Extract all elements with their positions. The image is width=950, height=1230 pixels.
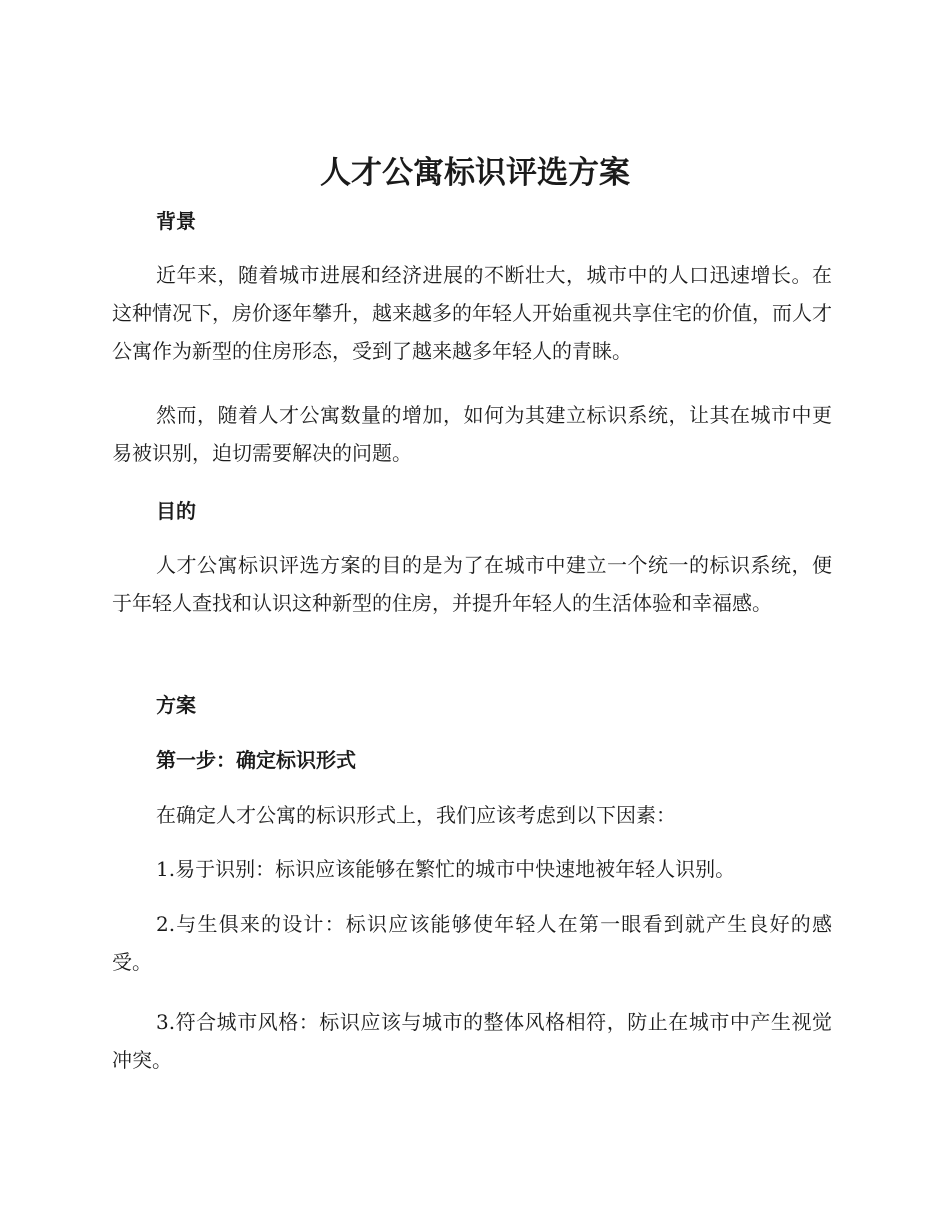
paragraph-step1-intro: 在确定人才公寓的标识形式上，我们应该考虑到以下因素： (156, 803, 676, 827)
paragraph-purpose: 人才公寓标识评选方案的目的是为了在城市中建立一个统一的标识系统，便于年轻人查找和认识这种新型的住房，并提升年轻人的生活体验和幸福感。 (112, 553, 832, 615)
section-heading-background: 背景 (156, 209, 196, 233)
list-item-factor-3: 3.符合城市风格：标识应该与城市的整体风格相符，防止在城市中产生视觉冲突。 (112, 1010, 832, 1072)
step-heading-1: 第一步：确定标识形式 (156, 748, 356, 772)
section-heading-purpose: 目的 (156, 499, 196, 523)
section-heading-plan: 方案 (156, 693, 196, 717)
paragraph-background-1: 近年来，随着城市进展和经济进展的不断壮大，城市中的人口迅速增长。在这种情况下，房价逐年攀升，越来越多的年轻人开始重视共享住宅的价值，而人才公寓作为新型的住房形态，受到了越来越多年轻人的青睐。 (112, 263, 832, 363)
document-title: 人才公寓标识评选方案 (320, 155, 630, 191)
paragraph-background-2: 然而，随着人才公寓数量的增加，如何为其建立标识系统，让其在城市中更易被识别，迫切需要解决的问题。 (112, 403, 832, 465)
list-item-factor-2: 2.与生俱来的设计：标识应该能够使年轻人在第一眼看到就产生良好的感受。 (112, 912, 832, 974)
list-item-factor-1: 1.易于识别：标识应该能够在繁忙的城市中快速地被年轻人识别。 (156, 857, 736, 881)
